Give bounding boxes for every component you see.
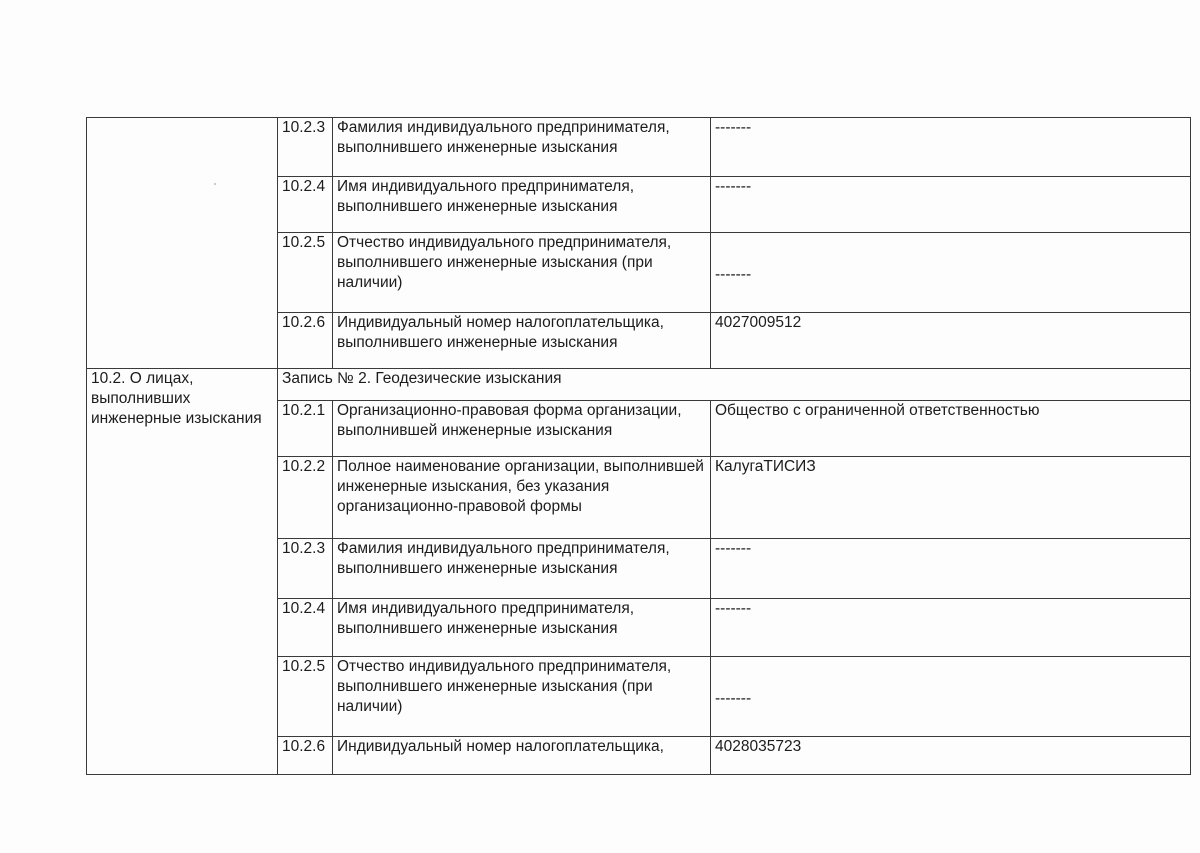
section-label: 10.2. О лицах, выполнивших инженерные изыскания (87, 369, 278, 775)
row-number: 10.2.5 (278, 657, 333, 737)
row-value: ------- (711, 233, 1191, 313)
row-number: 10.2.6 (278, 313, 333, 369)
row-description: Имя индивидуального предпринимателя, выполнившего инженерные изыскания (333, 177, 711, 233)
row-description: Отчество индивидуального предпринимателя, выполнившего инженерные изыскания (при наличии) (333, 233, 711, 313)
row-number: 10.2.3 (278, 118, 333, 177)
row-description: Имя индивидуального предпринимателя, выполнившего инженерные изыскания (333, 599, 711, 657)
row-number: 10.2.4 (278, 599, 333, 657)
table-row (87, 118, 1191, 177)
row-number: 10.2.5 (278, 233, 333, 313)
row-value: ------- (711, 118, 1191, 177)
record-header: Запись № 2. Геодезические изыскания (278, 369, 1191, 401)
row-value: ------- (711, 177, 1191, 233)
row-value: Общество с ограниченной ответственностью (711, 401, 1191, 457)
row-description: Индивидуальный номер налогоплательщика, выполнившего инженерные изыскания (333, 313, 711, 369)
row-number: 10.2.1 (278, 401, 333, 457)
row-value: ------- (711, 539, 1191, 599)
engineering-surveys-table (86, 117, 1191, 775)
row-description: Полное наименование организации, выполнившей инженерные изыскания, без указания организационно-правовой формы (333, 457, 711, 539)
row-description: Фамилия индивидуального предпринимателя, выполнившего инженерные изыскания (333, 118, 711, 177)
row-description: Индивидуальный номер налогоплательщика, (333, 737, 711, 775)
row-number: 10.2.6 (278, 737, 333, 775)
section-cell-continued (87, 118, 278, 369)
row-description: Отчество индивидуального предпринимателя, выполнившего инженерные изыскания (при наличии) (333, 657, 711, 737)
table-row (87, 369, 1191, 401)
row-value: КалугаТИСИЗ (711, 457, 1191, 539)
row-description: Организационно-правовая форма организации, выполнившей инженерные изыскания (333, 401, 711, 457)
row-number: 10.2.2 (278, 457, 333, 539)
row-description: Фамилия индивидуального предпринимателя, выполнившего инженерные изыскания (333, 539, 711, 599)
row-value: ------- (711, 657, 1191, 737)
row-number: 10.2.3 (278, 539, 333, 599)
row-number: 10.2.4 (278, 177, 333, 233)
row-value: ------- (711, 599, 1191, 657)
row-value: 4028035723 (711, 737, 1191, 775)
row-value: 4027009512 (711, 313, 1191, 369)
